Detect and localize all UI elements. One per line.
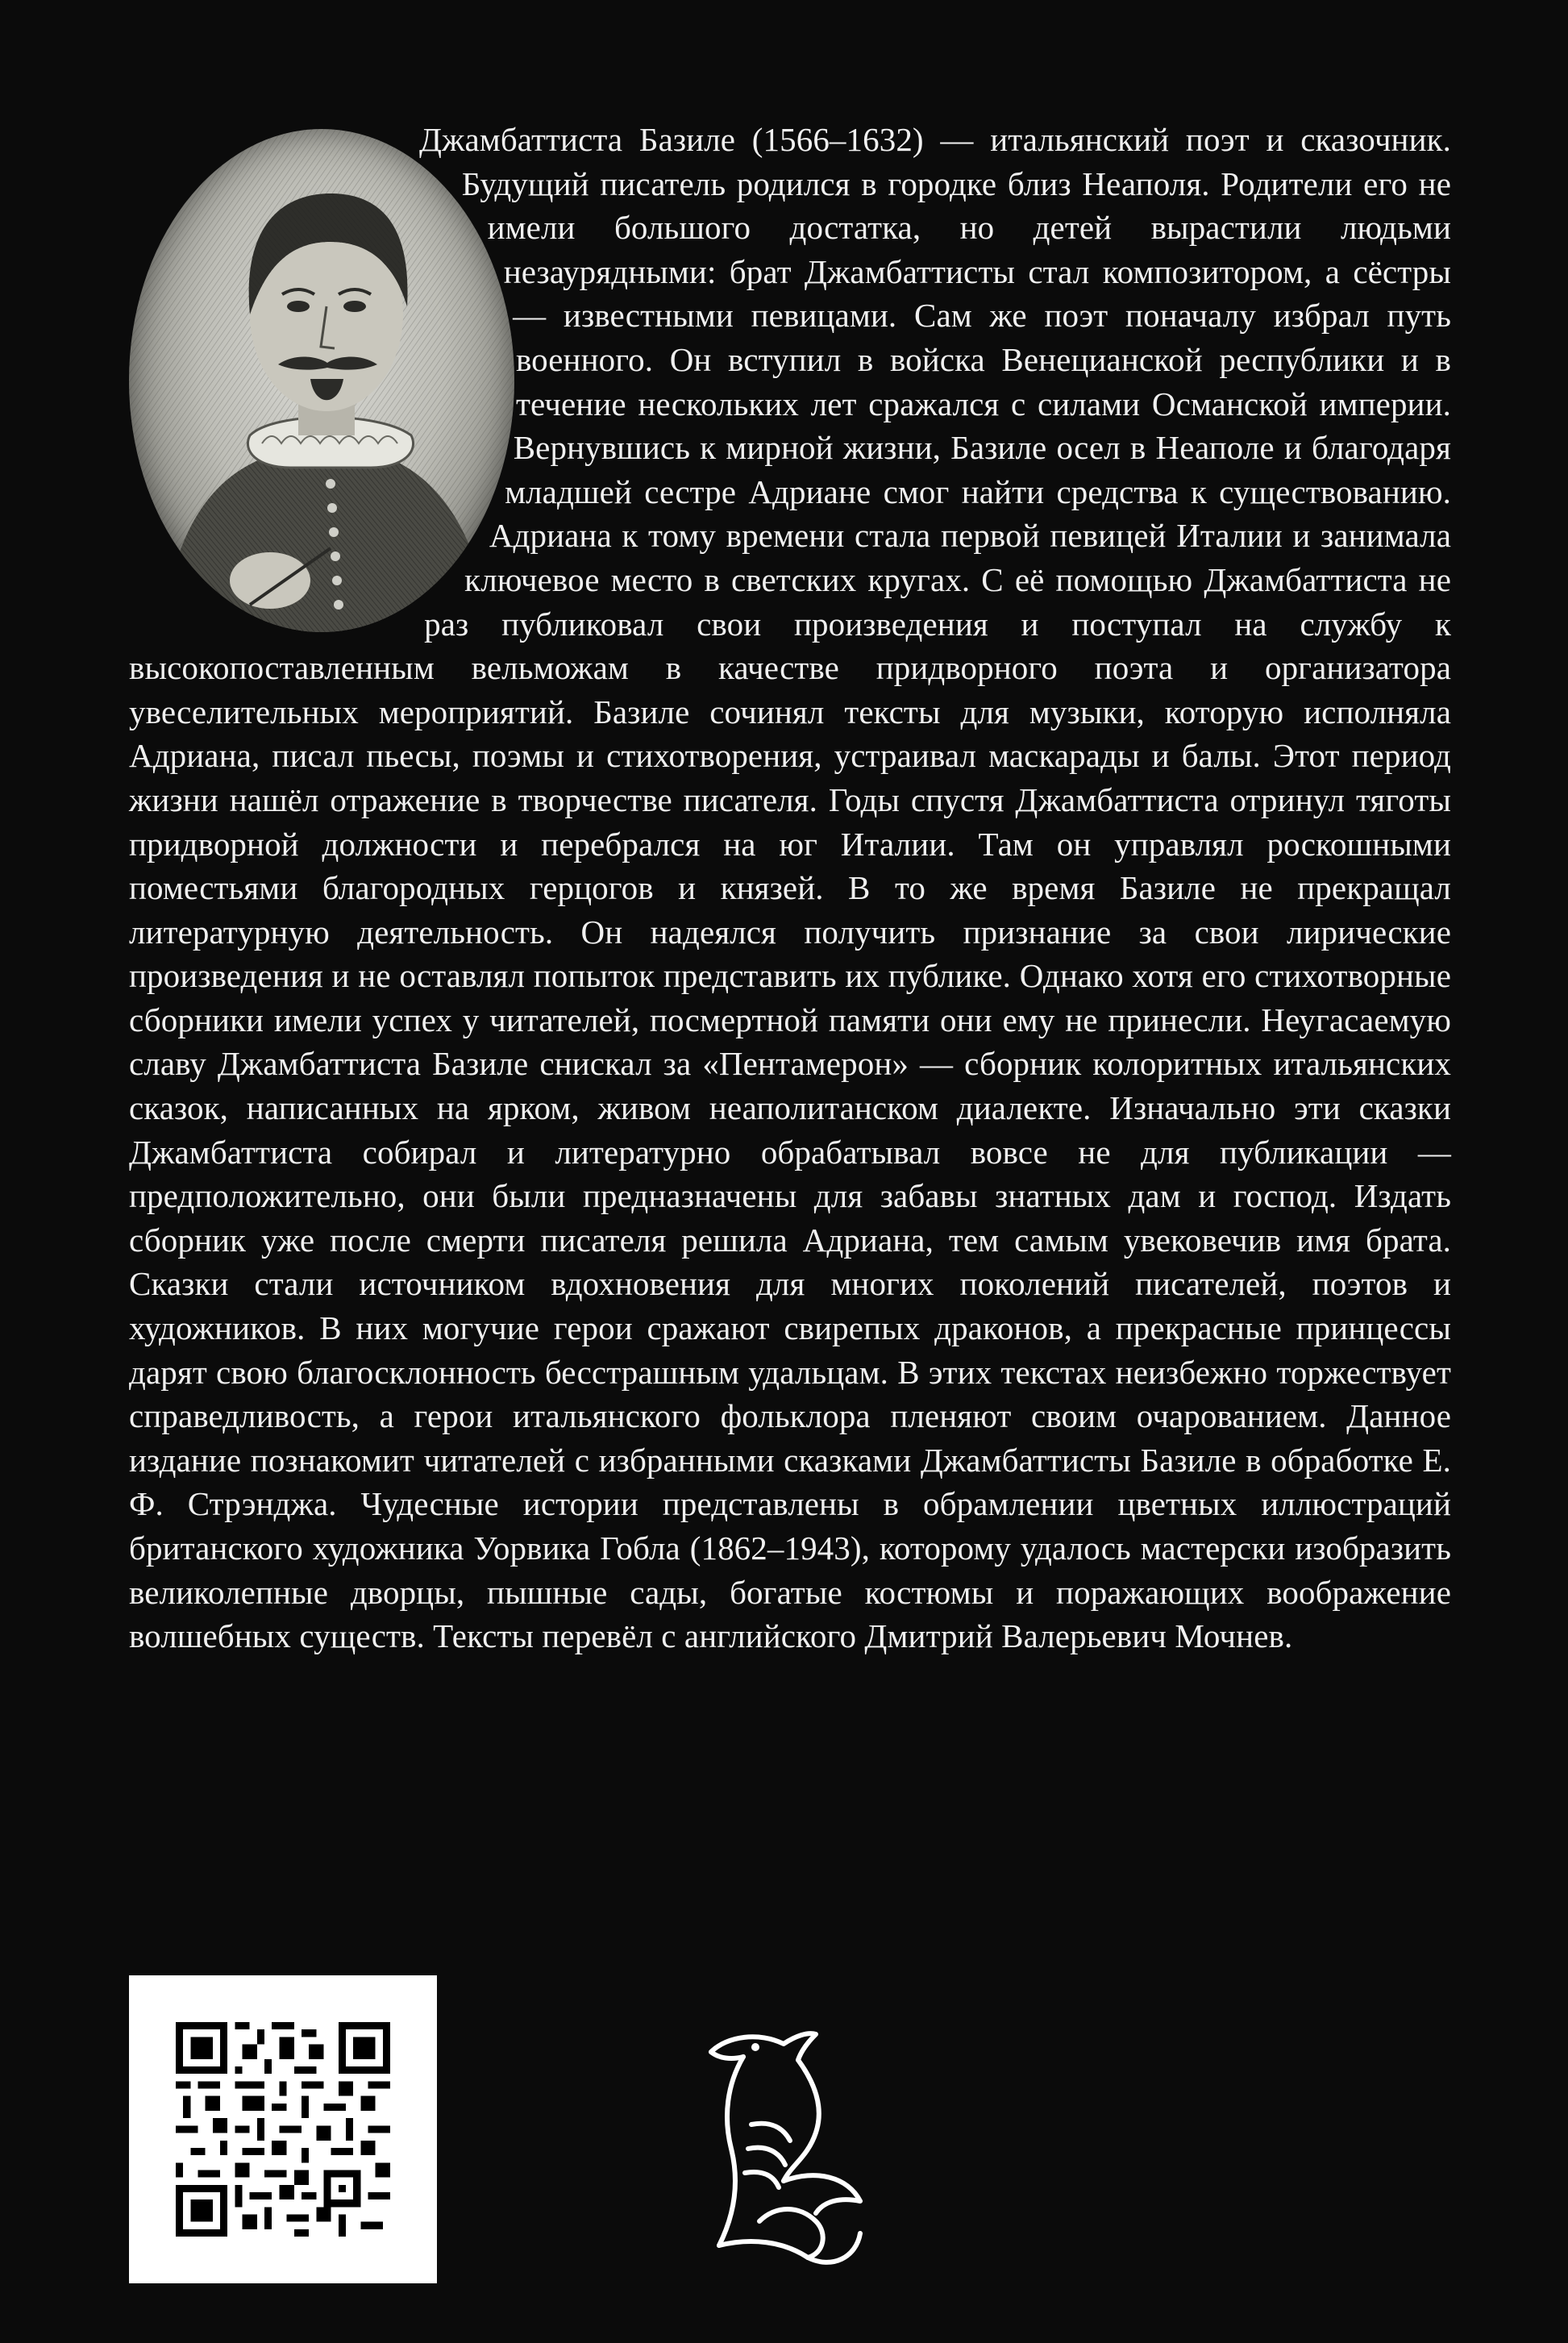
author-biography [129, 118, 1451, 1658]
biography-text: Джамбаттиста Базиле (1566–1632) — итальянский поэт и сказочник. Будущий писатель родился в городке близ Неаполя. Родители его не имели большого достатка, но детей вырастили людьми незаурядными: брат Джамбаттисты стал композитором, а сёстры — известными певицами. Сам же поэт поначалу избрал путь военного. Он вступил в войска Венецианской республики и в течение нескольких лет сражался с силами Османской империи. Вернувшись к мирной жизни, Базиле осел в Неаполе и благодаря младшей сестре Адриане смог найти средства к существованию. Адриана к тому времени стала первой певицей Италии и занимала ключевое место в светских кругах. С её помощью Джамбаттиста не раз публиковал свои произведения и поступал на службу к высокопоставленным вельможам в качестве придворного поэта и организатора увеселительных мероприятий. Базиле сочинял тексты для музыки, которую исполняла Адриана, писал пьесы, поэмы и стихотворения, устраивал маскарады и балы. Этот период жизни нашёл отражение в творчестве писателя. Годы спустя Джамбаттиста отринул тяготы придворной должности и перебрался на юг Италии. Там он управлял роскошными поместьями благородных герцогов и князей. В то же время Базиле не прекращал литературную деятельность. Он надеялся получить признание за свои лирические произведения и не оставлял попыток представить их публике. Однако хотя его стихотворные сборники имели успех у читателей, посмертной памяти они ему не принесли. Неугасаемую славу Джамбаттиста Базиле снискал за «Пентамерон» — сборник колоритных итальянских сказок, написанных на ярком, живом неаполитанском диалекте. Изначально эти сказки Джамбаттиста собирал и литературно обрабатывал вовсе не для публикации — предположительно, они были предназначены для забавы знатных дам и господ. Издать сборник уже после смерти писателя решила Адриана, тем самым увековечив имя брата. Сказки стали источником вдохновения для многих поколений писателей, поэтов и художников. В них могучие герои сражают свирепых драконов, а прекрасные принцессы дарят свою благосклонность бесстрашным удальцам. В этих текстах неизбежно торжествует справедливость, а герои итальянского фольклора пленяют своим очарованием. Данное издание познакомит читателей с избранными сказками Джамбаттисты Базиле в обработке Е. Ф. Стрэнджа. Чудесные истории представлены в обрамлении цветных иллюстраций британского художника Уорвика Гобла (1862–1943), которому удалось мастерски изобразить великолепные дворцы, пышные сады, богатые костюмы и поражающих воображение волшебных существ. Тексты перевёл с английского Дмитрий Валерьевич Мочнев. [129, 121, 1451, 1655]
dragon-logo-icon [695, 2028, 876, 2270]
qr-code[interactable] [129, 1975, 437, 2283]
qr-code-icon [176, 2022, 390, 2237]
publisher-logo [695, 2028, 876, 2270]
